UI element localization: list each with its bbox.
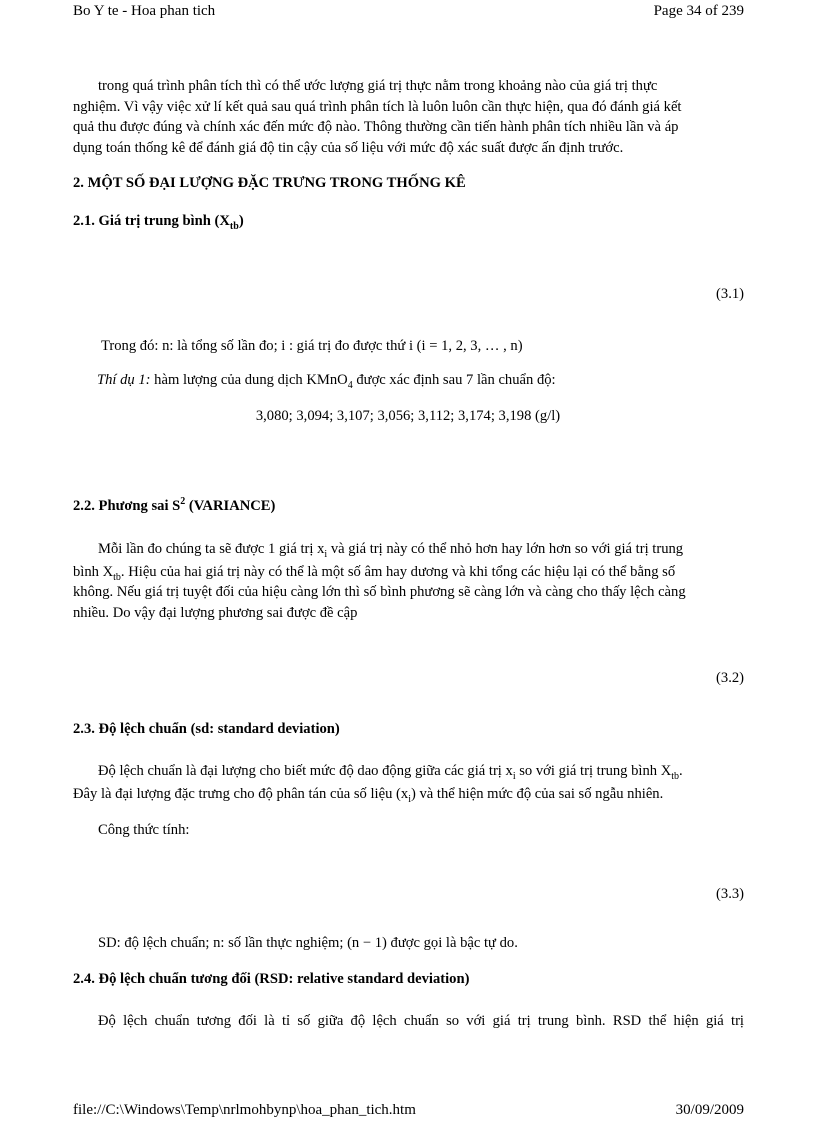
- s23-p2-post: ) và thể hiện mức độ của sai số ngẫu nhiên.: [410, 785, 664, 802]
- s23-p1-mid: so với giá trị trung bình X: [515, 763, 672, 779]
- s23-note: SD: độ lệch chuẩn; n: số lần thực nghiệm; (n − 1) được gọi là bậc tự do.: [98, 935, 518, 951]
- s23-paragraph: [73, 761, 749, 804]
- s21-title-pre: 2.1. Giá trị trung bình (X: [73, 213, 230, 229]
- section-2-3-heading: 2.3. Độ lệch chuẩn (sd: standard deviation): [73, 721, 340, 737]
- s21-example-sub: 4: [347, 380, 353, 391]
- s21-example-label: Thí dụ 1:: [97, 372, 151, 388]
- s23-p1-sub: i: [512, 771, 516, 782]
- s22-line-4: nhiều. Do vậy đại lượng phương sai được đề cập: [73, 604, 358, 621]
- s24-paragraph: [73, 1011, 744, 1032]
- s22-title-pre: 2.2. Phương sai S: [73, 498, 181, 514]
- s22-p1-post: và giá trị này có thể nhỏ hơn hay lớn hơn so với giá trị trung: [327, 541, 684, 557]
- s23-p1-pre: Độ lệch chuẩn là đại lượng cho biết mức độ dao động giữa các giá trị x: [98, 763, 513, 779]
- section-2-heading: 2. MỘT SỐ ĐẠI LƯỢNG ĐẶC TRƯNG TRONG THỐNG KÊ: [73, 175, 466, 191]
- s23-p1-sub2: tb: [671, 771, 680, 782]
- s21-title-sub: tb: [229, 221, 239, 232]
- page-number: Page 34 of 239: [653, 3, 744, 19]
- s22-p2-post: . Hiệu của hai giá trị này có thể là một số âm hay dương và khi tổng các hiệu lại có thể bằng số: [120, 563, 676, 580]
- intro-line-1: trong quá trình phân tích thì có thể ước lượng giá trị thực nằm trong khoảng nào của giá trị thực: [98, 78, 658, 94]
- s22-p2-pre: bình X: [73, 563, 114, 580]
- s22-p1-sub: i: [324, 549, 328, 560]
- header-title: Bo Y te - Hoa phan tich: [73, 3, 216, 19]
- s22-paragraph: [73, 539, 744, 623]
- s24-line-1: Độ lệch chuẩn tương đối là tỉ số giữa độ lệch chuẩn so với giá trị trung bình. RSD thể hiện giá trị: [98, 1013, 744, 1029]
- s21-title-post: ): [238, 213, 244, 229]
- s22-title-sup: 2: [180, 496, 186, 507]
- equation-number-3-2: (3.2): [716, 670, 744, 686]
- intro-line-4: dụng toán thống kê để đánh giá độ tin cậy của số liệu với mức độ xác suất được ấn định trước.: [73, 139, 624, 156]
- intro-line-2: nghiệm. Vì vậy việc xử lí kết quả sau quá trình phân tích là luôn luôn cần thực hiện, qua đó đánh giá kết: [73, 98, 682, 115]
- intro-line-3: quả thu được đúng và chính xác đến mức độ nào. Thông thường cần tiến hành phân tích nhiều lần và áp: [73, 119, 679, 135]
- equation-number-3-1: (3.1): [716, 286, 744, 302]
- s21-example-pre: hàm lượng của dung dịch KMnO: [150, 372, 348, 388]
- section-2-4-heading: 2.4. Độ lệch chuẩn tương đối (RSD: relative standard deviation): [73, 971, 470, 987]
- s22-line-3: không. Nếu giá trị tuyệt đối của hiệu càng lớn thì số bình phương sẽ càng lớn và càng cho thấy lệch càng: [73, 584, 686, 600]
- s22-line-1: [73, 539, 744, 560]
- s21-example: [97, 370, 556, 391]
- intro-paragraph: [73, 76, 744, 158]
- s21-where-text: Trong đó: n: là tổng số lần đo; i : giá trị đo được thứ i (i = 1, 2, 3, … , n): [101, 338, 523, 354]
- s23-line-1: [73, 761, 749, 782]
- s21-values: 3,080; 3,094; 3,107; 3,056; 3,112; 3,174; 3,198 (g/l): [255, 408, 561, 424]
- s23-p1-post: .: [679, 763, 683, 779]
- s23-p2-pre: Đây là đại lượng đặc trưng cho độ phân tán của số liệu (x: [73, 785, 409, 802]
- s23-p2-sub: i: [408, 793, 411, 805]
- section-2-1-heading: [73, 213, 244, 230]
- s22-p1-pre: Mỗi lần đo chúng ta sẽ được 1 giá trị x: [98, 541, 325, 557]
- s22-title-post: (VARIANCE): [185, 498, 276, 514]
- section-2-2-heading: [73, 498, 275, 515]
- s22-line-2: [73, 562, 744, 583]
- footer-date: 30/09/2009: [675, 1102, 744, 1118]
- s23-formula-label: Công thức tính:: [98, 822, 190, 838]
- s21-example-post: được xác định sau 7 lần chuẩn độ:: [352, 372, 556, 388]
- s23-line-2: [73, 784, 749, 805]
- equation-number-3-3: (3.3): [716, 886, 744, 902]
- s22-p2-sub: tb: [113, 571, 121, 583]
- footer-file-path: file://C:\Windows\Temp\nrlmohbynp\hoa_phan_tich.htm: [73, 1102, 416, 1118]
